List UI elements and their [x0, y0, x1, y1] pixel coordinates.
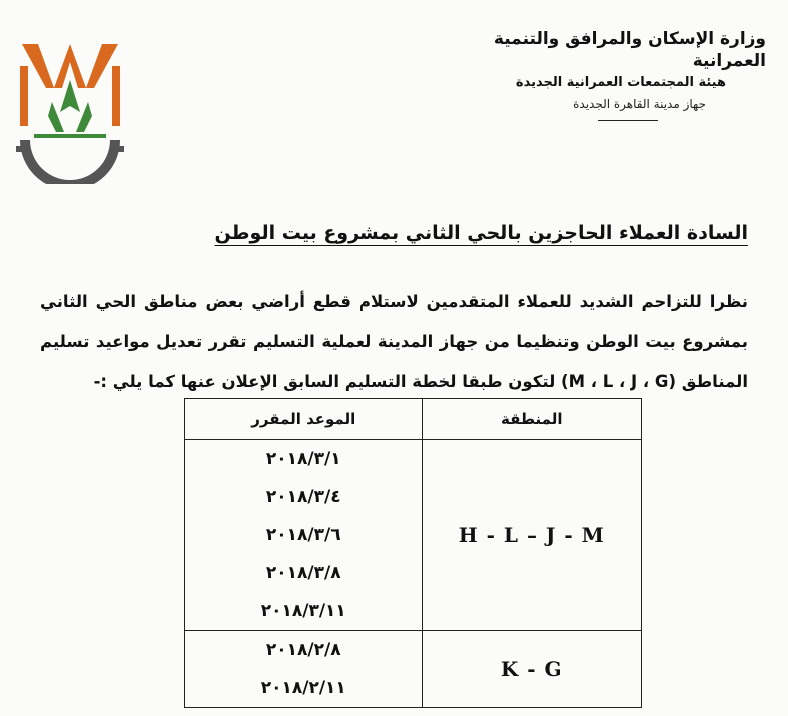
delivery-schedule-table [184, 398, 642, 708]
header-area: المنطقة [422, 399, 641, 440]
table-header-row [185, 399, 642, 440]
header-date: الموعد المقرر [185, 399, 423, 440]
zone-cell: H - L – J - M [422, 440, 641, 631]
header-divider [598, 120, 658, 121]
date-item: ٢٠١٨/٣/١ [265, 449, 341, 469]
date-item: ٢٠١٨/٢/١١ [260, 678, 346, 698]
notice-paragraph: نظرا للتزاحم الشديد للعملاء المتقدمين لاستلام قطع أراضي بعض مناطق الحي الثاني بمشروع بيت الوطن وتنظيما من جهاز المدينة لعملية التسليم تقرر تعديل مواعيد تسليم المناطق (M ، L ، J ، G) لتكون طبقا لخطة التسليم السابق الإعلان عنها كما يلي :- [40, 292, 748, 391]
table-row [185, 631, 642, 708]
dates-cell [185, 631, 423, 708]
table-row [185, 440, 642, 631]
date-item: ٢٠١٨/٣/٨ [265, 563, 341, 583]
date-item: ٢٠١٨/٣/٦ [265, 525, 341, 545]
city-agency-logo [10, 36, 130, 184]
ministry-name: وزارة الإسكان والمرافق والتنمية العمرانية [493, 29, 766, 71]
dates-cell [185, 440, 423, 631]
date-item: ٢٠١٨/٣/١١ [260, 601, 346, 621]
agency-name: جهاز مدينة القاهرة الجديدة [573, 97, 706, 111]
letter-title: السادة العملاء الحاجزين بالحي الثاني بمشروع بيت الوطن [214, 222, 748, 244]
date-item: ٢٠١٨/٣/٤ [265, 487, 341, 507]
authority-name: هيئة المجتمعات العمرانية الجديدة [515, 75, 726, 90]
zone-cell: K - G [422, 631, 641, 708]
letterhead [436, 28, 766, 114]
date-item: ٢٠١٨/٢/٨ [265, 640, 341, 660]
